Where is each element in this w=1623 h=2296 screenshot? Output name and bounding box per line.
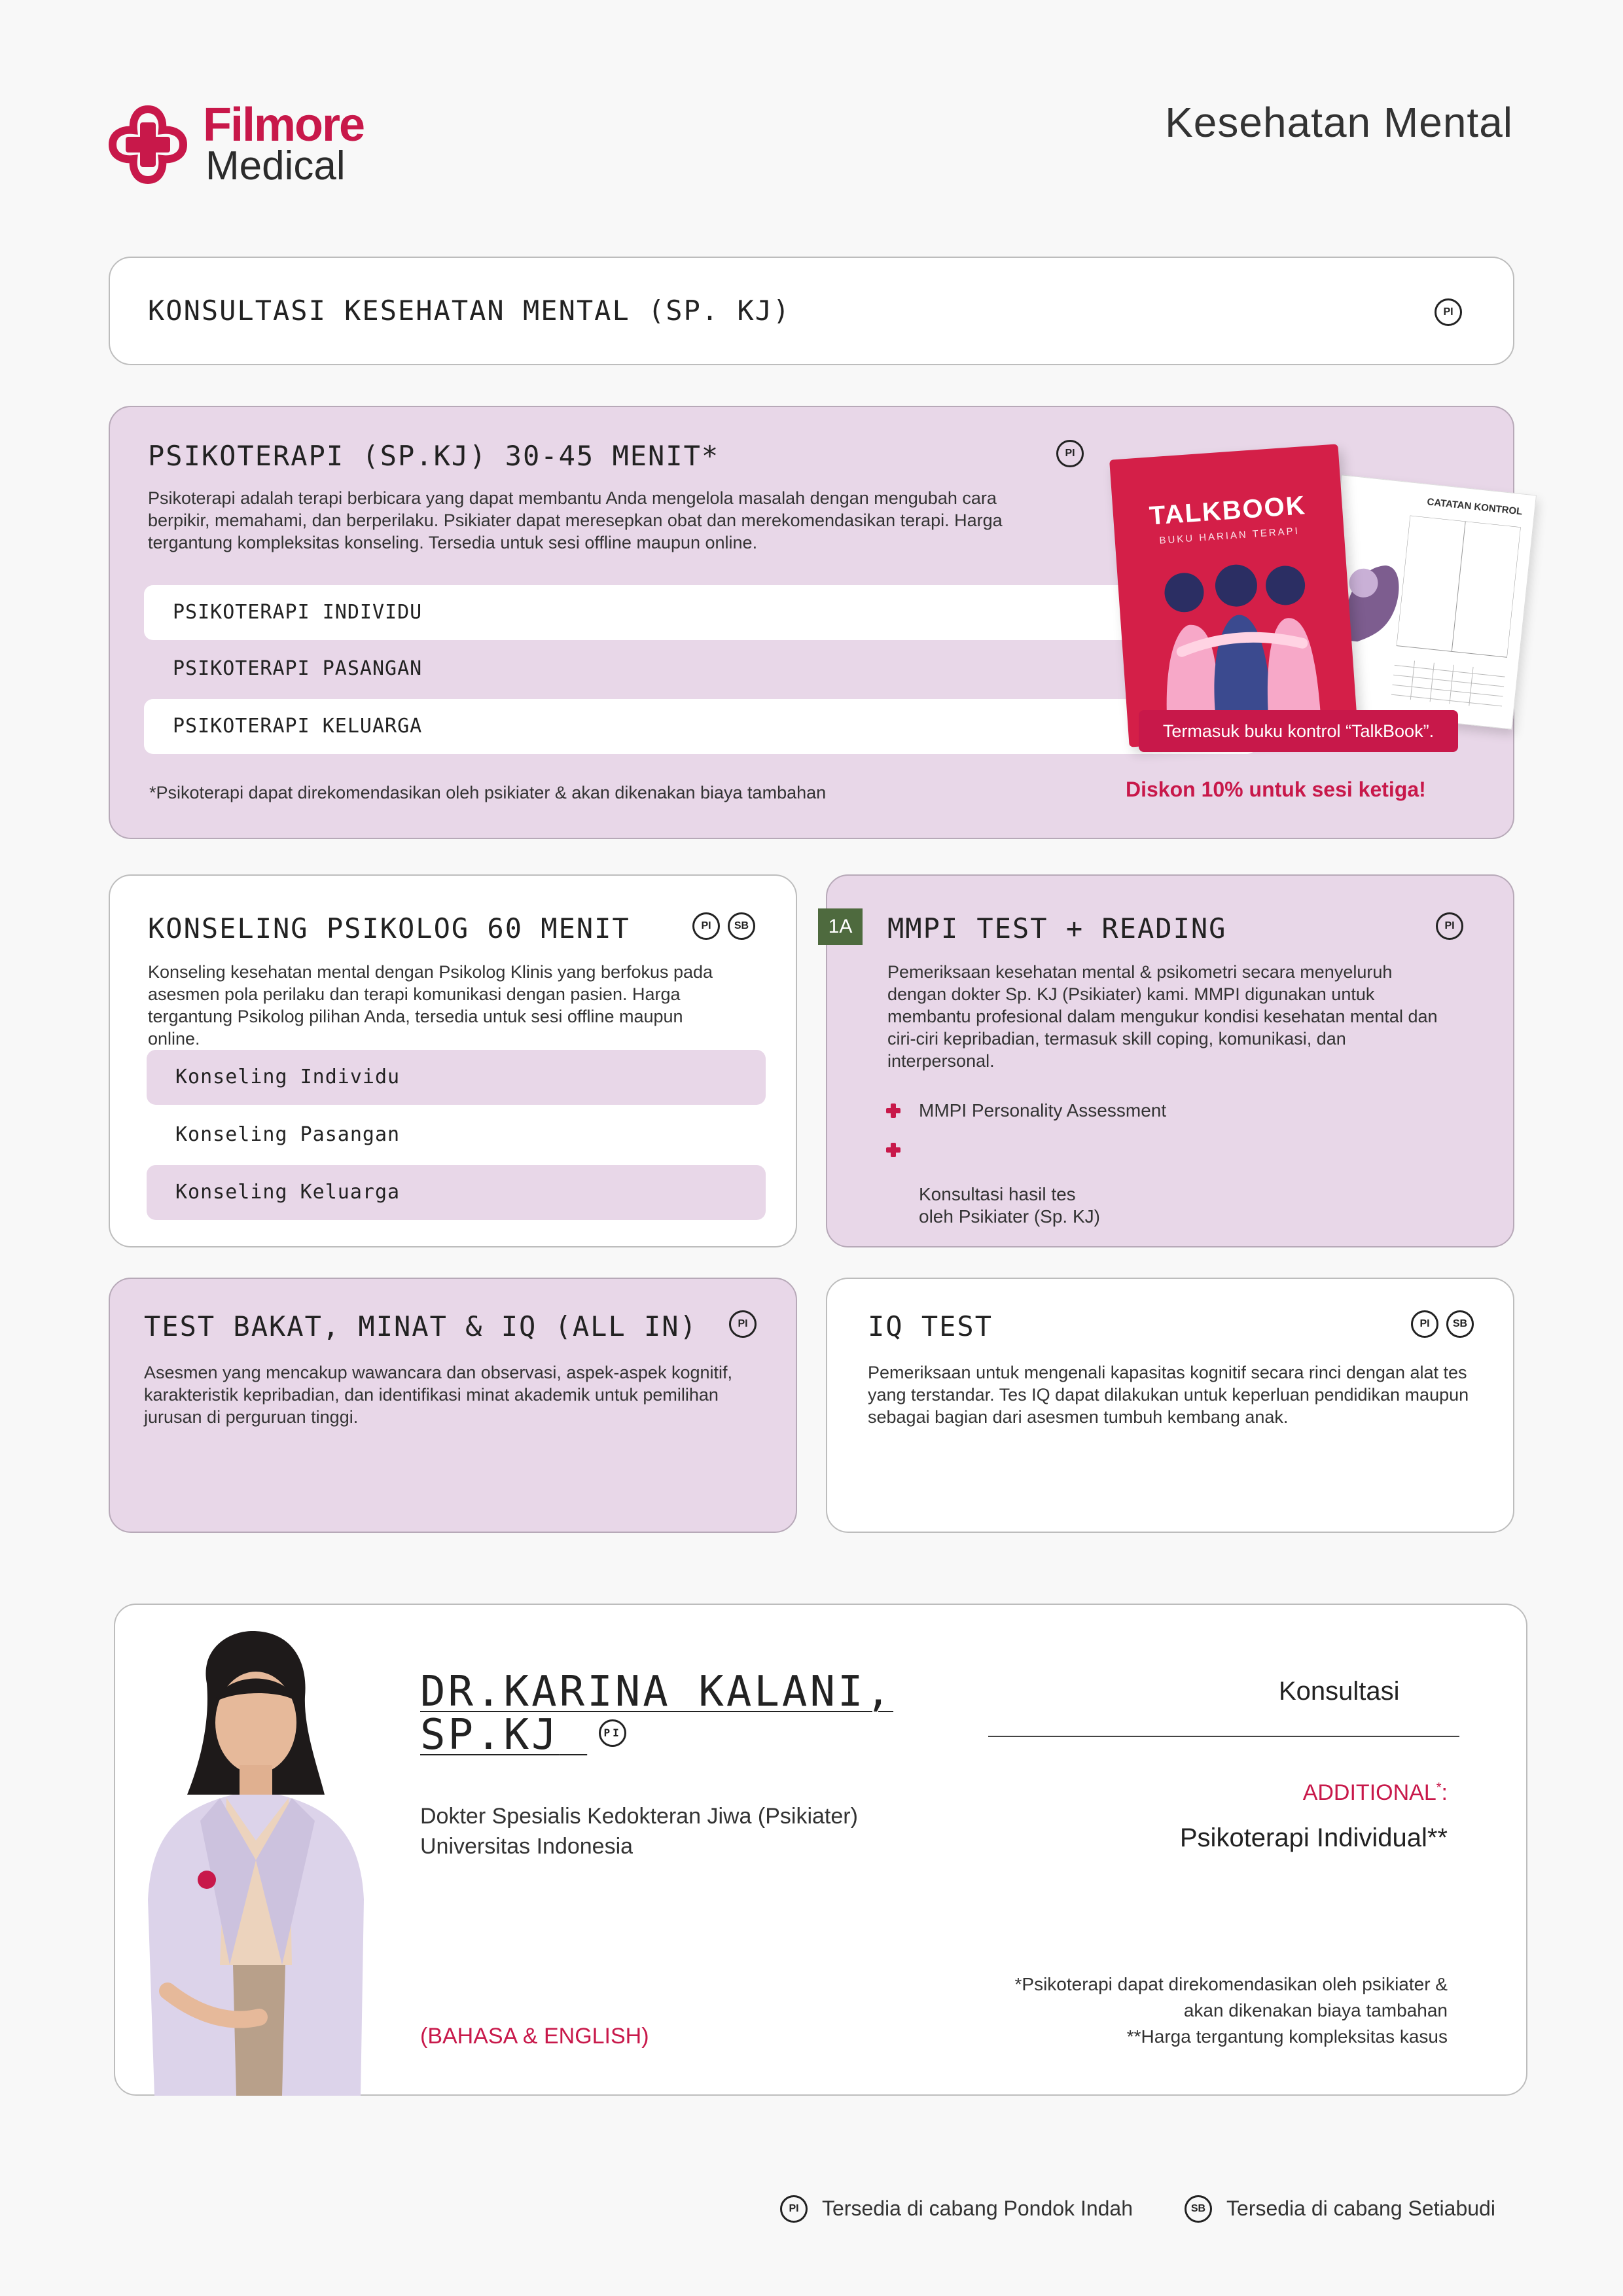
- mmpi-title: MMPI TEST + READING: [887, 912, 1227, 944]
- talkbook-image: [1113, 432, 1524, 772]
- doctor-name-line2-text: SP.KJ: [420, 1711, 560, 1759]
- badge-pi: PI: [1435, 298, 1462, 326]
- brand-name-bottom: Medical: [205, 143, 346, 188]
- badge-sb: SB: [1446, 1310, 1474, 1338]
- talkbook-cover: [1109, 444, 1358, 747]
- brand-logo: [107, 101, 395, 187]
- talkbook-title: TALKBOOK: [1148, 491, 1308, 531]
- divider: [988, 1736, 1459, 1737]
- mmpi-card: [826, 874, 1514, 1247]
- doctor-note-1: *Psikoterapi dapat direkomendasikan oleh psikiater &: [1014, 1974, 1448, 1994]
- mmpi-bullet-2-text: Konsultasi hasil tes oleh Psikiater (Sp. KJ): [919, 1184, 1100, 1227]
- brand-name-top: Filmore: [203, 99, 365, 151]
- iq-card: [826, 1278, 1514, 1533]
- konsultasi-card: [109, 257, 1514, 365]
- journal-grid-icon: [1391, 516, 1520, 709]
- option-psikoterapi-individu[interactable]: PSIKOTERAPI INDIVIDU: [144, 585, 1257, 640]
- additional-label-mark: *: [1436, 1780, 1442, 1795]
- medical-cross-logo-icon: [107, 104, 188, 185]
- doctor-specialty: Dokter Spesialis Kedokteran Jiwa (Psikiater): [420, 1804, 858, 1829]
- legend-pi-text: Tersedia di cabang Pondok Indah: [822, 2197, 1133, 2220]
- mmpi-bullet-2: [886, 1139, 1410, 1228]
- badge-pi: PI: [1411, 1310, 1438, 1338]
- page-title: Kesehatan Mental: [1165, 99, 1513, 146]
- legend-sb: [1185, 2194, 1495, 2224]
- doctor-card: [114, 1604, 1527, 2096]
- badge-pi: PI: [599, 1719, 626, 1747]
- iq-description: Pemeriksaan untuk mengenali kapasitas kognitif secara rinci dengan alat tes yang terstandar. Tes IQ dapat dilakukan untuk keperluan pendidikan maupun sebagai bagian dari asesmen tumbuh kembang anak.: [868, 1363, 1469, 1427]
- konseling-title: KONSELING PSIKOLOG 60 MENIT: [148, 912, 630, 944]
- badge-pi: PI: [729, 1310, 757, 1338]
- additional-label-suffix: :: [1441, 1780, 1448, 1805]
- talkbook-subtitle: BUKU HARIAN TERAPI: [1158, 525, 1300, 547]
- option-konseling-keluarga[interactable]: Konseling Keluarga: [147, 1165, 766, 1220]
- psikoterapi-footnote: *Psikoterapi dapat direkomendasikan oleh psikiater & akan dikenakan biaya tambahan: [149, 783, 827, 802]
- konseling-description: Konseling kesehatan mental dengan Psikolog Klinis yang berfokus pada asesmen pola perilaku dan terapi komunikasi dengan pasien. Harga tergantung Psikolog pilihan Anda, tersedia untuk sesi offline maupun online.: [148, 962, 713, 1049]
- option-konseling-individu[interactable]: Konseling Individu: [147, 1050, 766, 1105]
- option-psikoterapi-pasangan[interactable]: PSIKOTERAPI PASANGAN: [173, 657, 423, 680]
- three-people-hugging-icon: [1135, 543, 1337, 733]
- red-cross-bullet-icon: [886, 1143, 901, 1157]
- talkbook-page-heading: CATATAN KONTROL: [1426, 496, 1524, 518]
- psikoterapi-title: PSIKOTERAPI (SP.KJ) 30-45 MENIT*: [148, 440, 720, 472]
- badge-sb: SB: [728, 912, 755, 940]
- doctor-note-3: **Harga tergantung kompleksitas kasus: [1126, 2026, 1448, 2047]
- mmpi-tag: 1A: [818, 908, 863, 945]
- badge-pi: PI: [780, 2195, 808, 2223]
- konseling-card: [109, 874, 797, 1247]
- doctor-photo: [128, 1624, 390, 2096]
- badge-pi: PI: [1436, 912, 1463, 940]
- red-cross-bullet-icon: [886, 1103, 901, 1118]
- promo-discount: Diskon 10% untuk sesi ketiga!: [1126, 778, 1426, 801]
- mmpi-description: Pemeriksaan kesehatan mental & psikometri secara menyeluruh dengan dokter Sp. KJ (Psikiater) kami. MMPI digunakan untuk membantu profesional dalam mengukur kondisi kesehatan mental dan ciri-ciri kepribadian, termasuk skill coping, komunikasi, dan interpersonal.: [887, 962, 1438, 1071]
- doctor-name-line2: [420, 1713, 893, 1757]
- option-psikoterapi-keluarga[interactable]: PSIKOTERAPI KELUARGA: [144, 699, 1257, 754]
- bakat-card: [109, 1278, 797, 1533]
- additional-label: [1303, 1780, 1448, 1806]
- doctor-name-line1: DR.KARINA KALANI,: [420, 1668, 894, 1716]
- badge-pi: PI: [692, 912, 720, 940]
- doctor-university: Universitas Indonesia: [420, 1834, 633, 1859]
- badge-pi: PI: [1056, 440, 1084, 467]
- talkbook-caption: Termasuk buku kontrol “TalkBook”.: [1139, 710, 1458, 752]
- bakat-title: TEST BAKAT, MINAT & IQ (ALL IN): [144, 1310, 698, 1342]
- mmpi-bullet-1: [886, 1100, 1410, 1122]
- doctor-languages: (BAHASA & ENGLISH): [420, 2024, 649, 2049]
- legend-pi: [780, 2194, 1133, 2224]
- iq-title: IQ TEST: [868, 1310, 993, 1342]
- doctor-notes: [1015, 1971, 1448, 2050]
- mmpi-bullet-1-text: MMPI Personality Assessment: [919, 1100, 1167, 1121]
- badge-sb: SB: [1185, 2195, 1212, 2223]
- doctor-name: [420, 1670, 893, 1757]
- konsultasi-title: KONSULTASI KESEHATAN MENTAL (SP. KJ): [148, 295, 791, 327]
- additional-service: Psikoterapi Individual**: [1179, 1823, 1448, 1852]
- additional-label-text: ADDITIONAL: [1302, 1780, 1436, 1805]
- doctor-credentials: [420, 1801, 858, 1861]
- doctor-service-label: Konsultasi: [1279, 1677, 1400, 1706]
- option-konseling-pasangan[interactable]: Konseling Pasangan: [175, 1123, 401, 1146]
- doctor-note-2: akan dikenakan biaya tambahan: [1183, 2000, 1448, 2020]
- bakat-description: Asesmen yang mencakup wawancara dan observasi, aspek-aspek kognitif, karakteristik kepribadian, dan identifikasi minat akademik untuk pemilihan jurusan di perguruan tinggi.: [144, 1363, 732, 1427]
- psikoterapi-description: Psikoterapi adalah terapi berbicara yang dapat membantu Anda mengelola masalah dengan mengubah cara berpikir, memahami, dan berperilaku. Psikiater dapat meresepkan obat dan merekomendasikan terapi. Harga tergantung kompleksitas konseling. Tersedia untuk sesi offline maupun online.: [148, 488, 1003, 552]
- legend-sb-text: Tersedia di cabang Setiabudi: [1226, 2197, 1495, 2220]
